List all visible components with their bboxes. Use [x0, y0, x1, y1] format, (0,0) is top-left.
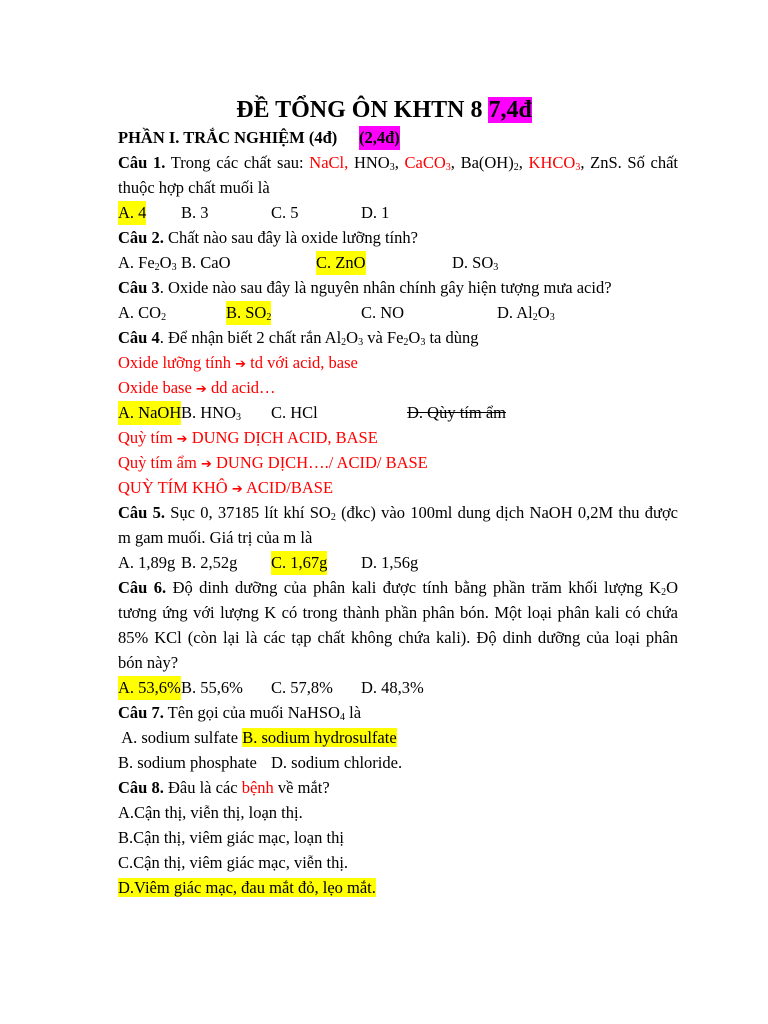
question-5-stem [118, 501, 678, 525]
part1-heading [118, 126, 678, 150]
q1-sub-2: 3 [445, 162, 451, 173]
q4-note-3 [118, 426, 678, 452]
q8-option-d[interactable]: D.Viêm giác mạc, đau mắt đỏ, lẹo mắt. [118, 878, 376, 897]
q7-sub-1: 4 [339, 712, 345, 723]
q4-option-d[interactable]: D. Qùy tím ẩm [407, 403, 506, 422]
q4-note-2a: Oxide base [118, 378, 196, 397]
q1-chem-khco3 [529, 153, 581, 172]
q4-option-a[interactable]: A. NaOH [118, 401, 181, 425]
q4-sub-2: 3 [358, 337, 364, 348]
q6-text-2: O [666, 578, 678, 597]
q4-option-c[interactable]: C. HCl [271, 403, 318, 422]
q6-option-b[interactable]: B. 55,6% [181, 678, 243, 697]
q3-d-mid: O [537, 303, 550, 322]
question-6-stem [118, 576, 678, 600]
q4-sub-3: 2 [403, 337, 409, 348]
q7-option-d[interactable]: D. sodium chloride. [271, 753, 403, 772]
q8-text-2: về mắt? [273, 778, 330, 797]
q4-text-5: ta dùng [425, 328, 479, 347]
q3-a-sub: 2 [161, 312, 167, 323]
q4-note-4a: Quỳ tím ẩm [118, 453, 201, 472]
q3-option-c[interactable]: C. NO [361, 303, 405, 322]
q1-text-6: , ZnS. Số chất [580, 153, 679, 172]
q2-a-sub2: 3 [171, 262, 177, 273]
q2-d-text: D. SO [452, 253, 494, 272]
q2-option-a[interactable] [118, 251, 177, 275]
question-1-label: Câu 1. [118, 153, 166, 172]
question-7-options-row1 [118, 726, 678, 750]
q1-text-5: , [518, 153, 529, 172]
q6-line2-text: tương ứng với lượng K có trong thành phần phân bón. Một loại phân kali có chứa [118, 603, 678, 622]
q4-b-text: B. HNO [181, 403, 237, 422]
q1-option-b[interactable]: B. 3 [181, 203, 209, 222]
title-text: ĐỀ TỔNG ÔN KHTN 8 [236, 97, 483, 123]
q4-note-3b: DUNG DỊCH ACID, BASE [187, 428, 378, 447]
q8-option-a[interactable]: A.Cận thị, viễn thị, loạn thị. [118, 803, 303, 822]
question-6-label: Câu 6. [118, 578, 167, 597]
q3-b-text: B. SO [226, 303, 267, 322]
q4-note-1a: Oxide lưỡng tính [118, 353, 236, 372]
q1-sub-3: 2 [513, 162, 519, 173]
q4-note-2b: dd acid… [206, 378, 276, 397]
q4-note-1b: td với acid, base [246, 353, 358, 372]
q4-note-2 [118, 376, 678, 402]
q4-note-5 [118, 476, 678, 502]
q2-option-b[interactable]: B. CaO [181, 253, 231, 272]
q6-option-d[interactable]: D. 48,3% [361, 678, 424, 697]
q2-a-sub1: 2 [154, 262, 160, 273]
q4-note-1 [118, 351, 678, 377]
question-6-stem-line3 [118, 626, 678, 650]
question-3-stem [118, 276, 678, 300]
q1-chem-caco3 [405, 153, 451, 172]
q2-option-c[interactable]: C. ZnO [316, 251, 366, 275]
q7-option-a[interactable]: A. sodium sulfate [118, 728, 243, 747]
q1-text-1: Trong các chất sau: [165, 153, 310, 172]
q4-note-5b: ACID/BASE [242, 478, 334, 497]
q6-line3-text: 85% KCl (còn lại là các tạp chất không chứa kali). Độ dinh dưỡng của loại phân [118, 628, 678, 647]
question-2-stem [118, 226, 678, 250]
q2-option-d[interactable] [452, 251, 498, 275]
q6-option-a[interactable]: A. 53,6% [118, 676, 181, 700]
q4-sub-1: 2 [341, 337, 347, 348]
question-1-stem-line2: thuộc hợp chất muối là [118, 178, 270, 197]
q3-d-sub1: 2 [532, 312, 538, 323]
q6-text-1: Độ dinh dưỡng của phân kali được tính bằng phần trăm khối lượng K [166, 578, 662, 597]
q3-d-text: D. Al [497, 303, 533, 322]
arrow-right-icon: ➔ [200, 457, 212, 472]
question-8-stem [118, 776, 678, 800]
q1-chem-khco3-text: KHCO [528, 153, 576, 172]
part1-score-badge: (2,4đ) [359, 126, 400, 150]
q8-option-c[interactable]: C.Cận thị, viêm giác mạc, viễn thị. [118, 853, 349, 872]
q8-option-b[interactable]: B.Cận thị, viêm giác mạc, loạn thị [118, 828, 344, 847]
q4-text-1: . Để nhận biết 2 chất rắn Al [159, 328, 342, 347]
q5-sub-1: 2 [330, 512, 336, 523]
page-title [0, 96, 768, 124]
q5-text-1: Sục 0, 37185 lít khí SO [164, 503, 331, 522]
q5-option-b[interactable]: B. 2,52g [181, 553, 238, 572]
q8-text-1: Đâu là các [163, 778, 242, 797]
q6-sub-1: 2 [661, 587, 667, 598]
arrow-right-icon: ➔ [195, 382, 207, 397]
q2-d-sub: 3 [493, 262, 499, 273]
arrow-right-icon: ➔ [235, 357, 247, 372]
q1-text-2: HNO [348, 153, 390, 172]
question-7-stem [118, 701, 678, 725]
q2-a-mid: O [159, 253, 172, 272]
q1-sub-1: 3 [389, 162, 395, 173]
q1-chem-caco3-text: CaCO [404, 153, 446, 172]
q5-option-d[interactable]: D. 1,56g [361, 553, 419, 572]
q4-text-2: O [346, 328, 359, 347]
q4-text-4: O [408, 328, 421, 347]
q1-sub-4: 3 [575, 162, 581, 173]
question-1-stem [118, 151, 678, 175]
q3-a-text: A. CO [118, 303, 162, 322]
q5-text-2: (đkc) vào 100ml dung dịch NaOH 0,2M thu được [335, 503, 679, 522]
q4-note-3a: Quỳ tím [118, 428, 177, 447]
q3-text: . Oxide nào sau đây là nguyên nhân chính gây hiện tượng mưa acid? [159, 278, 612, 297]
q8-text-red: bệnh [241, 778, 274, 797]
q2-a-text: A. Fe [118, 253, 155, 272]
q4-note-5a: QUỲ TÍM KHÔ [118, 478, 232, 497]
question-6-stem-line4: bón này? [118, 653, 179, 672]
q5-option-c[interactable]: C. 1,67g [271, 551, 327, 575]
arrow-right-icon: ➔ [231, 482, 243, 497]
q7-text-1: Tên gọi của muối NaHSO [163, 703, 340, 722]
q1-chem-nacl: NaCl, [309, 153, 349, 172]
q1-option-a[interactable]: A. 4 [118, 201, 146, 225]
question-7-label: Câu 7. [118, 703, 164, 722]
question-6-stem-line2 [118, 601, 678, 625]
q4-b-sub: 3 [236, 412, 242, 423]
q7-option-b[interactable]: B. sodium hydrosulfate [242, 728, 397, 747]
q5-option-a[interactable]: A. 1,89g [118, 553, 176, 572]
question-8-label: Câu 8. [118, 778, 164, 797]
part1-heading-text: PHẦN I. TRẮC NGHIỆM (4đ) [118, 128, 338, 147]
title-score-badge: 7,4đ [488, 97, 532, 123]
question-3-label: Câu 3 [118, 278, 160, 297]
q7-text-2: là [344, 703, 362, 722]
question-2-label: Câu 2. [118, 228, 164, 247]
q3-option-a[interactable] [118, 301, 166, 325]
q1-text-4: , Ba(OH) [450, 153, 514, 172]
q1-option-d[interactable]: D. 1 [361, 203, 390, 222]
question-5-stem-line2: m gam muối. Giá trị của m là [118, 528, 313, 547]
q1-text-3: , [394, 153, 405, 172]
question-4-stem [118, 326, 678, 350]
q1-option-c[interactable]: C. 5 [271, 203, 299, 222]
q4-note-4 [118, 451, 678, 477]
q7-option-c[interactable]: B. sodium phosphate [118, 753, 257, 772]
q6-option-c[interactable]: C. 57,8% [271, 678, 333, 697]
q2-text: Chất nào sau đây là oxide lưỡng tính? [163, 228, 418, 247]
question-4-label: Câu 4 [118, 328, 160, 347]
question-5-label: Câu 5. [118, 503, 165, 522]
q3-d-sub2: 3 [549, 312, 555, 323]
arrow-right-icon: ➔ [176, 432, 188, 447]
q4-text-3: và Fe [363, 328, 404, 347]
q3-b-sub: 2 [266, 312, 272, 323]
q3-option-d[interactable] [497, 301, 555, 325]
q3-option-b[interactable] [226, 301, 271, 325]
q4-sub-4: 3 [420, 337, 426, 348]
q8-option-d-row [118, 876, 678, 900]
q4-note-4b: DUNG DỊCH…./ ACID/ BASE [211, 453, 428, 472]
q4-option-b[interactable] [181, 401, 241, 425]
